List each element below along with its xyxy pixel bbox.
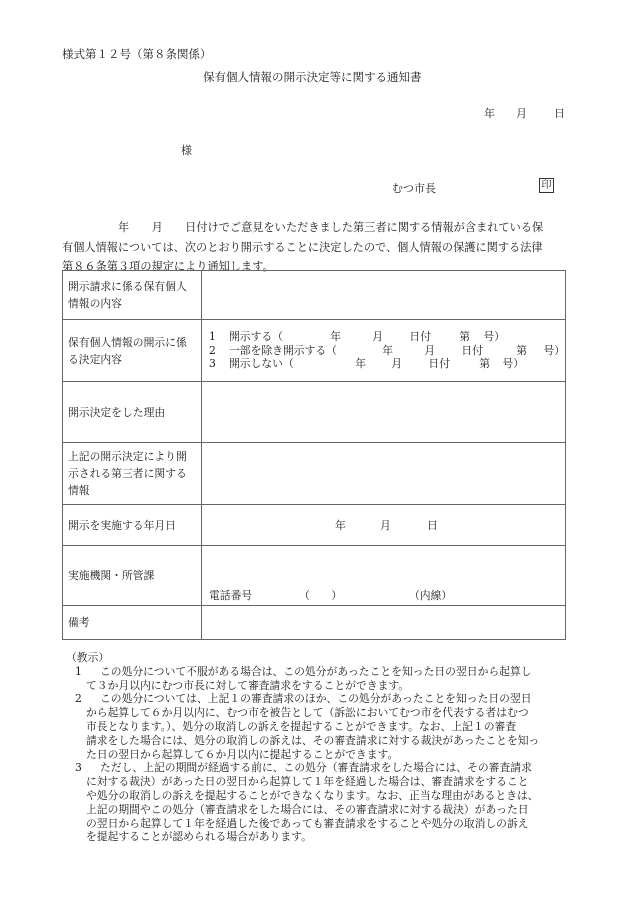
notice-line: て３か月以内にむつ市長に対して審査請求をすることができます。 bbox=[86, 678, 410, 692]
implementation-date-field[interactable] bbox=[202, 505, 566, 546]
row-label: 開示決定をした理由 bbox=[63, 382, 202, 443]
option-number: 1 bbox=[209, 330, 216, 344]
phone-line bbox=[209, 588, 565, 603]
notice-line: この処分については、上記１の審査請求のほか、この処分があったことを知った日の翌日 bbox=[100, 692, 532, 706]
date-year: 年 bbox=[484, 107, 495, 120]
table-row bbox=[63, 505, 566, 546]
phone-extension: （内線） bbox=[409, 589, 453, 602]
option-text: 開示する（ bbox=[229, 330, 283, 344]
notice-line: ただし、上記の期間が経過する前に、この処分（審査請求をした場合には、その審査請求 bbox=[100, 761, 532, 775]
option-text: 一部を除き開示する（ bbox=[229, 343, 337, 357]
option-day: 日付 bbox=[461, 343, 483, 357]
option-no-suffix: 号） bbox=[502, 357, 524, 371]
decision-option-3[interactable] bbox=[209, 357, 565, 371]
table-row bbox=[63, 443, 566, 505]
table-row bbox=[63, 546, 566, 606]
option-no-prefix: 第 bbox=[516, 343, 527, 357]
notice-line: 請求をした場合には、処分の取消しの訴えは、その審査請求に対する裁決があったことを知っ bbox=[86, 733, 540, 747]
notice-line: から起算して６か月以内に、むつ市を被告として（訴訟においてむつ市を代表する者はむつ bbox=[86, 706, 529, 720]
notice-line: 上記の期間やこの処分（審査請求をした場合には、その審査請求に対する裁決）があった日 bbox=[86, 802, 529, 816]
appeal-notice bbox=[62, 651, 572, 844]
option-no-suffix: 号） bbox=[543, 343, 565, 357]
row-label: 開示請求に係る保有個人情報の内容 bbox=[63, 271, 202, 320]
notice-item-3 bbox=[62, 761, 572, 844]
notice-item-2 bbox=[62, 692, 572, 761]
notice-line: た日の翌日から起算して６か月以内に提起することができます。 bbox=[86, 747, 399, 761]
option-month: 月 bbox=[424, 343, 435, 357]
date-day: 日 bbox=[554, 107, 565, 120]
intro-line: 年 月 日付けでご意見をいただきました第三者に関する情報が含まれている保 bbox=[118, 221, 544, 234]
phone-label: 電話番号 bbox=[209, 589, 253, 602]
row-label: 開示を実施する年月日 bbox=[63, 505, 202, 546]
notice-line: 市長となります。）、処分の取消しの訴えを提起することができます。なお、上記１の審査 bbox=[86, 719, 517, 733]
table-row bbox=[63, 606, 566, 640]
option-text: 開示しない（ bbox=[229, 357, 294, 371]
seal-mark: 印 bbox=[539, 178, 554, 193]
addressee-suffix: 様 bbox=[181, 144, 192, 157]
table-row bbox=[63, 382, 566, 443]
row-label: 上記の開示決定により開示される第三者に関する情報 bbox=[63, 443, 202, 505]
option-day: 日付 bbox=[409, 330, 431, 344]
option-no-prefix: 第 bbox=[479, 357, 490, 371]
intro-line: 有個人情報については、次のとおり開示することに決定したので、個人情報の保護に関する法律 bbox=[62, 240, 543, 254]
impl-day: 日 bbox=[427, 518, 438, 532]
option-year: 年 bbox=[355, 357, 366, 371]
notice-heading: （教示） bbox=[66, 651, 110, 664]
option-number: 3 bbox=[209, 357, 216, 371]
option-month: 月 bbox=[391, 357, 402, 371]
decision-reason-field[interactable] bbox=[202, 382, 566, 443]
impl-year: 年 bbox=[335, 518, 346, 532]
decision-option-2[interactable] bbox=[209, 344, 565, 358]
option-day: 日付 bbox=[428, 357, 450, 371]
table-row bbox=[63, 271, 566, 320]
option-year: 年 bbox=[330, 330, 341, 344]
notice-item-number: 2 bbox=[75, 692, 82, 706]
notice-item-number: 3 bbox=[75, 761, 82, 775]
impl-month: 月 bbox=[380, 518, 391, 532]
option-no-suffix: 号） bbox=[483, 330, 505, 344]
intro-paragraph bbox=[62, 218, 568, 277]
decision-option-1[interactable] bbox=[209, 330, 565, 344]
notice-line: の翌日から起算して１年を経過した後であっても審査請求をすることや処分の取消しの訴え bbox=[86, 816, 529, 830]
notice-line: や処分の取消しの訴えを提起することができなくなります。なお、正当な理由があるときは、 bbox=[86, 788, 539, 802]
row-label: 保有個人情報の開示に係る決定内容 bbox=[63, 320, 202, 382]
requested-info-field[interactable] bbox=[202, 271, 566, 320]
decision-table bbox=[62, 270, 566, 640]
row-label: 実施機関・所管課 bbox=[63, 546, 202, 606]
remarks-field[interactable] bbox=[202, 606, 566, 640]
table-row bbox=[63, 320, 566, 382]
row-label: 備考 bbox=[63, 606, 202, 640]
option-month: 月 bbox=[372, 330, 383, 344]
notice-line: を提起することが認められる場合があります。 bbox=[86, 830, 312, 844]
decision-options bbox=[202, 320, 566, 382]
implementing-agency-field[interactable] bbox=[202, 546, 566, 606]
notice-line: この処分について不服がある場合は、この処分があったことを知った日の翌日から起算し bbox=[100, 664, 532, 678]
phone-area-code: （ ） bbox=[299, 589, 343, 602]
option-number: 2 bbox=[209, 343, 216, 357]
option-year: 年 bbox=[382, 343, 393, 357]
third-party-info-field[interactable] bbox=[202, 443, 566, 505]
form-number: 様式第１２号（第８条関係） bbox=[62, 47, 212, 61]
notice-item-number: 1 bbox=[75, 664, 82, 678]
document-title: 保有個人情報の開示決定等に関する通知書 bbox=[203, 70, 422, 84]
issuer-name: むつ市長 bbox=[392, 182, 436, 195]
notice-line: に対する裁決）があった日の翌日から起算して１年を経過した場合は、審査請求をすること bbox=[86, 775, 529, 789]
notice-item-1 bbox=[62, 665, 572, 693]
date-month: 月 bbox=[516, 107, 527, 120]
option-no-prefix: 第 bbox=[459, 330, 470, 344]
intro-line: 第８６条第３項の規定により通知します。 bbox=[62, 260, 274, 273]
